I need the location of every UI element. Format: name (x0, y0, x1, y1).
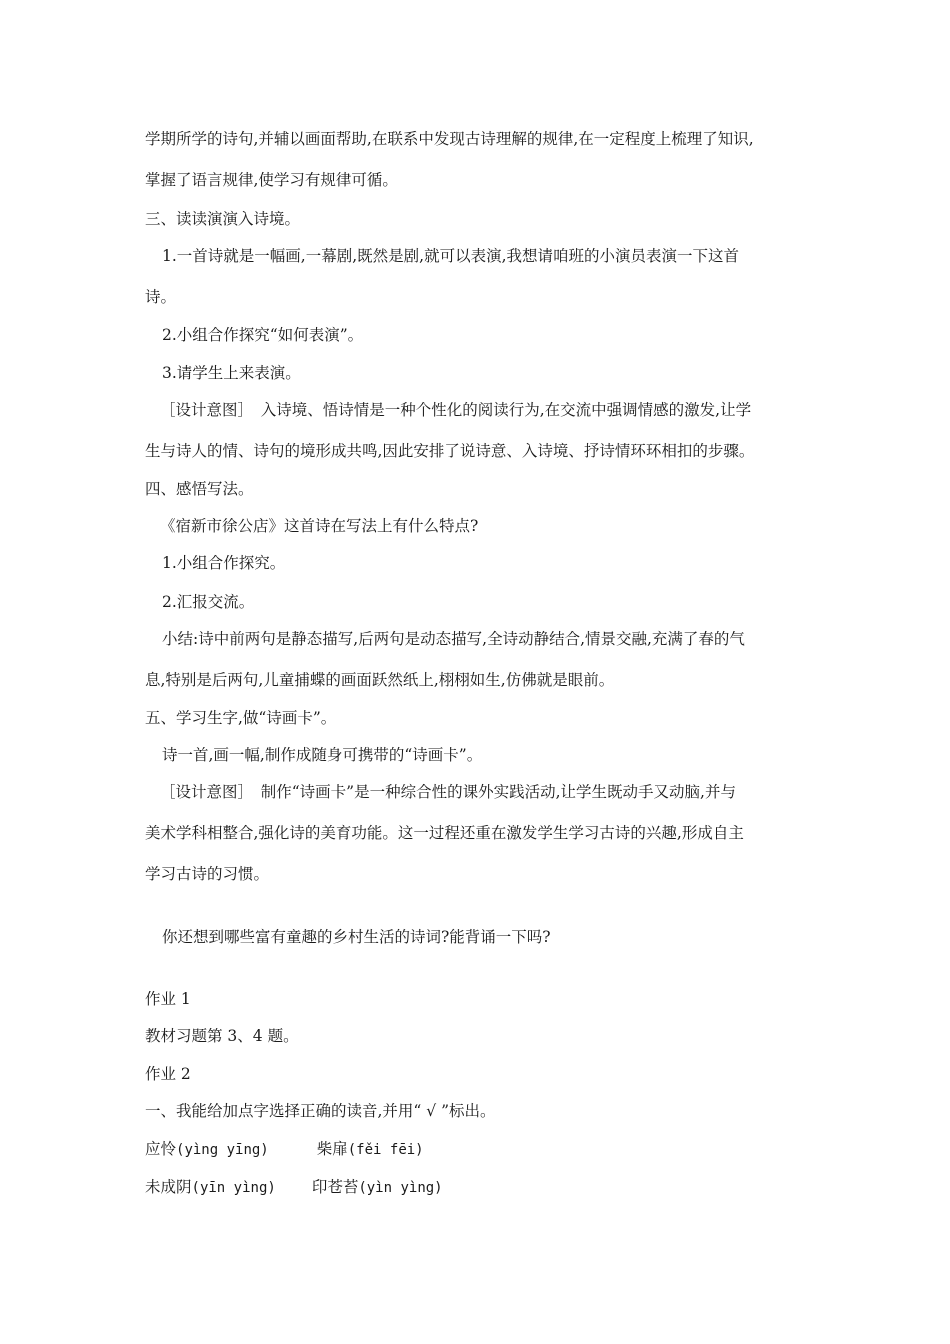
summary-paragraph: 小结:诗中前两句是静态描写,后两句是动态描写,全诗动静结合,情景交融,充满了春的气 (162, 630, 745, 648)
pinyin-options: (yìn yìng) (358, 1180, 443, 1196)
pinyin-row (145, 1177, 443, 1198)
paragraph-line: 诗一首,画一幅,制作成随身可携带的“诗画卡”。 (162, 746, 483, 764)
word: 柴扉 (316, 1140, 348, 1158)
homework-heading: 作业 1 (145, 990, 191, 1008)
question-line: 《宿新市徐公店》这首诗在写法上有什么特点? (160, 517, 479, 535)
list-item: 2.汇报交流。 (162, 593, 255, 611)
list-item: 2.小组合作探究“如何表演”。 (162, 326, 364, 344)
section-heading: 五、学习生字,做“诗画卡”。 (145, 709, 337, 727)
word: 应怜 (145, 1140, 177, 1158)
paragraph-line: 美术学科相整合,强化诗的美育功能。这一过程还重在激发学生学习古诗的兴趣,形成自主 (145, 824, 744, 842)
list-item: 1.一首诗就是一幅画,一幕剧,既然是剧,就可以表演,我想请咱班的小演员表演一下这首 (162, 247, 739, 265)
list-item: 1.小组合作探究。 (162, 554, 286, 572)
homework-heading: 作业 2 (145, 1065, 191, 1083)
question-line: 你还想到哪些富有童趣的乡村生活的诗词?能背诵一下吗? (162, 928, 551, 946)
design-intent-paragraph: ［设计意图］ 制作“诗画卡”是一种综合性的课外实践活动,让学生既动手又动脑,并与 (160, 783, 736, 801)
paragraph-line: 息,特别是后两句,儿童捕蝶的画面跃然纸上,栩栩如生,仿佛就是眼前。 (145, 671, 615, 689)
word: 印苍苔 (311, 1178, 359, 1196)
pinyin-row (145, 1139, 424, 1160)
paragraph-line: 学习古诗的习惯。 (145, 865, 270, 883)
pinyin-options: (yīn yìng) (191, 1180, 276, 1196)
exercise-instruction: 一、我能给加点字选择正确的读音,并用“ √ ”标出。 (145, 1102, 496, 1120)
pinyin-options: (yìng yīng) (176, 1142, 269, 1158)
paragraph-line: 掌握了语言规律,使学习有规律可循。 (145, 171, 398, 189)
homework-text: 教材习题第 3、4 题。 (145, 1027, 299, 1045)
paragraph-line: 学期所学的诗句,并辅以画面帮助,在联系中发现古诗理解的规律,在一定程度上梳理了知识, (145, 130, 754, 148)
design-intent-paragraph: ［设计意图］ 入诗境、悟诗情是一种个性化的阅读行为,在交流中强调情感的激发,让学 (160, 401, 752, 419)
section-heading: 三、读读演演入诗境。 (145, 210, 301, 228)
list-item: 3.请学生上来表演。 (162, 364, 301, 382)
word: 未成阴 (145, 1178, 192, 1196)
paragraph-line: 诗。 (145, 288, 177, 306)
section-heading: 四、感悟写法。 (145, 480, 254, 498)
pinyin-options: (fěi fēi) (347, 1142, 424, 1158)
paragraph-line: 生与诗人的情、诗句的境形成共鸣,因此安排了说诗意、入诗境、抒诗情环环相扣的步骤。 (145, 442, 755, 460)
